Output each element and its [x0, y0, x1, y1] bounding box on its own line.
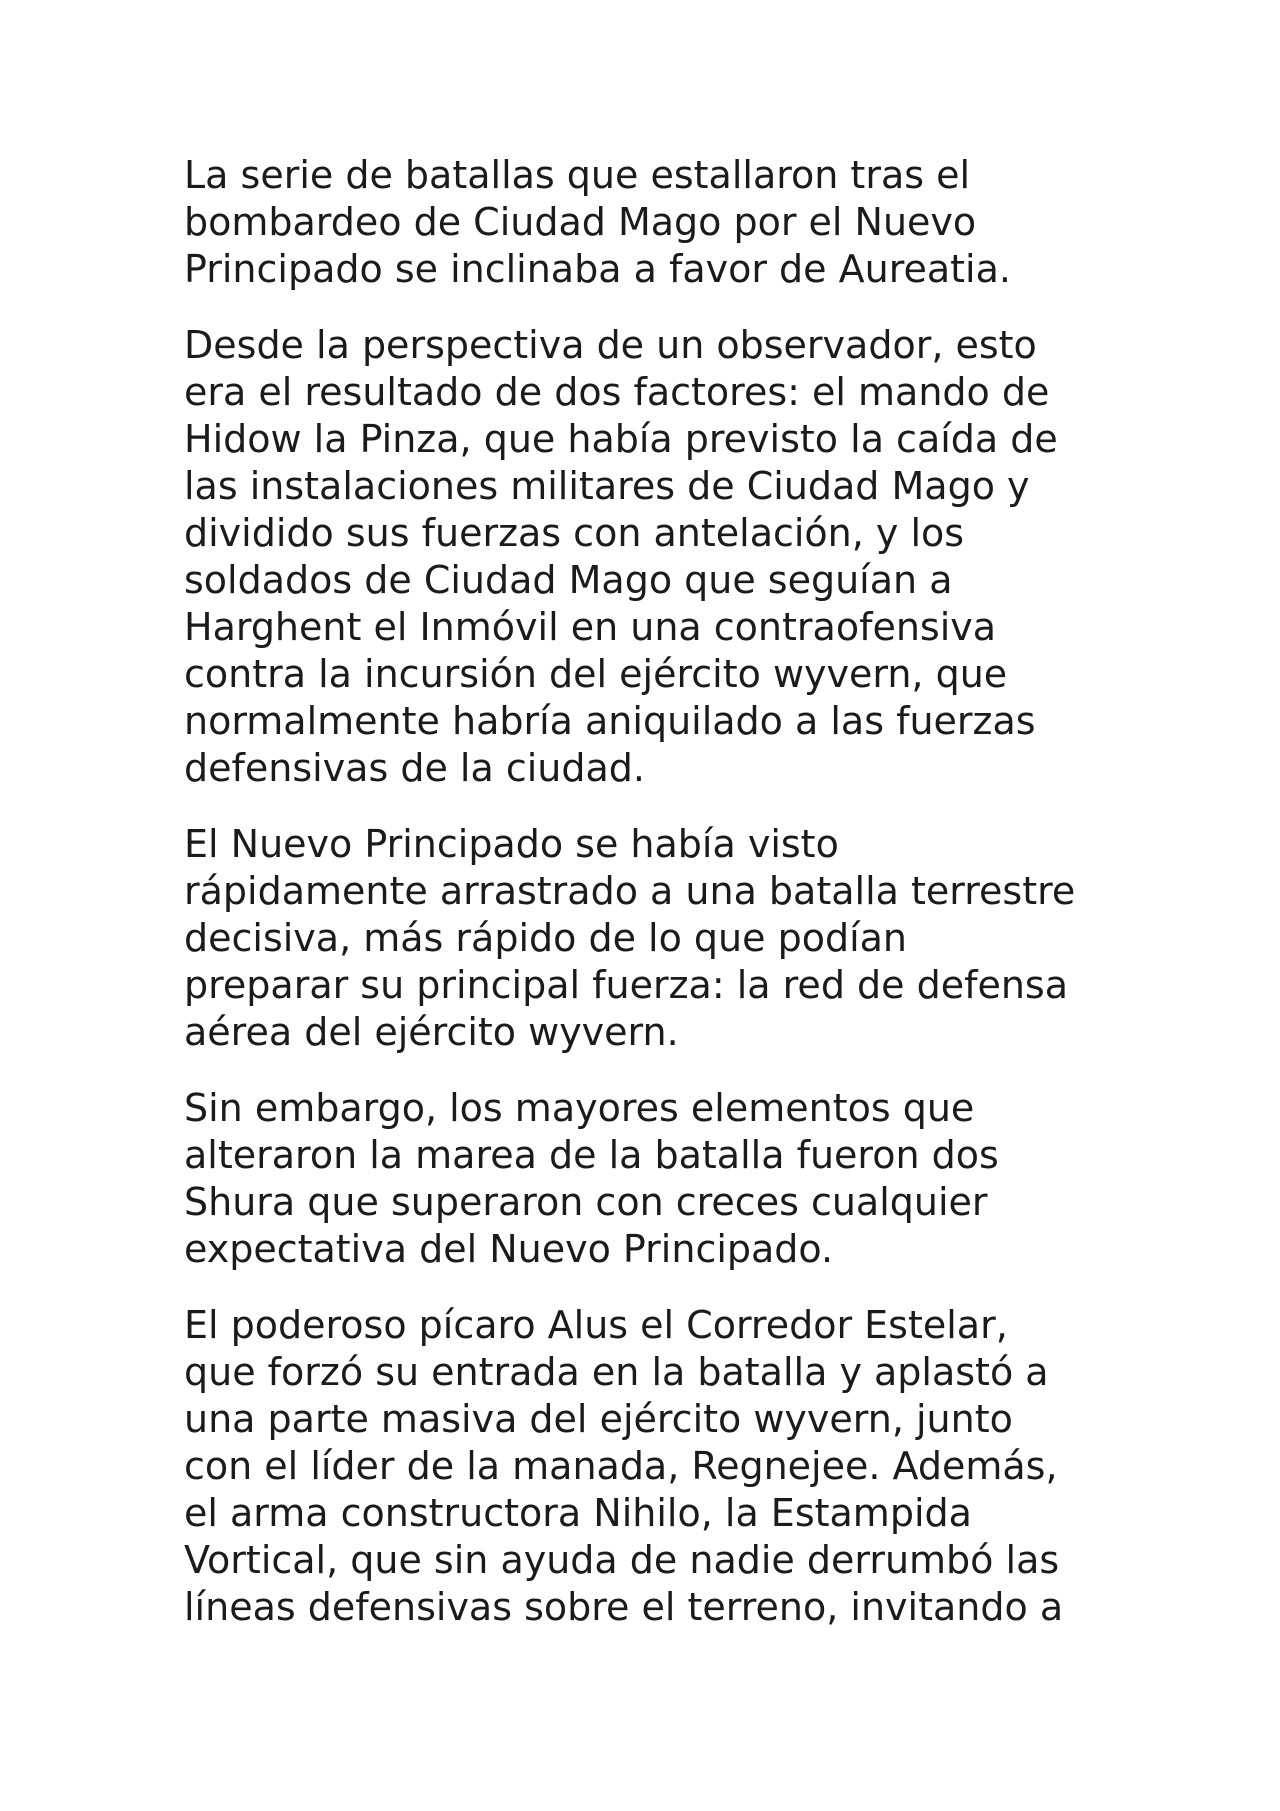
paragraph — [184, 152, 1144, 293]
text-line: normalmente habría aniquilado a las fuerzas — [184, 699, 1036, 743]
text-line: aérea del ejército wyvern. — [184, 1010, 679, 1054]
text-line: una parte masiva del ejército wyvern, junto — [184, 1397, 1013, 1441]
text-line: expectativa del Nuevo Principado. — [184, 1227, 834, 1271]
text-line: El Nuevo Principado se había visto — [184, 822, 839, 866]
text-line: defensivas de la ciudad. — [184, 746, 645, 790]
paragraph — [184, 1085, 1144, 1273]
text-line: rápidamente arrastrado a una batalla terrestre — [184, 869, 1076, 913]
text-line: Sin embargo, los mayores elementos que — [184, 1086, 975, 1130]
text-line: preparar su principal fuerza: la red de defensa — [184, 963, 1069, 1007]
text-line: La serie de batallas que estallaron tras el — [184, 153, 971, 197]
text-line: dividido sus fuerzas con antelación, y los — [184, 511, 965, 555]
text-line: Shura que superaron con creces cualquier — [184, 1180, 988, 1224]
text-line: El poderoso pícaro Alus el Corredor Estelar, — [184, 1303, 1008, 1347]
paragraph — [184, 322, 1144, 792]
text-line: bombardeo de Ciudad Mago por el Nuevo — [184, 200, 977, 244]
text-line: Harghent el Inmóvil en una contraofensiva — [184, 605, 997, 649]
paragraph — [184, 821, 1144, 1056]
text-line: líneas defensivas sobre el terreno, invitando a — [184, 1585, 1064, 1629]
text-line: alteraron la marea de la batalla fueron dos — [184, 1133, 999, 1177]
text-line: las instalaciones militares de Ciudad Mago y — [184, 464, 1030, 508]
text-line: que forzó su entrada en la batalla y aplastó a — [184, 1350, 1049, 1394]
text-line: Hidow la Pinza, que había previsto la caída de — [184, 417, 1058, 461]
text-line: contra la incursión del ejército wyvern, que — [184, 652, 1008, 696]
text-line: decisiva, más rápido de lo que podían — [184, 916, 908, 960]
text-line: Principado se inclinaba a favor de Aureatia. — [184, 247, 1011, 291]
text-line: Vortical, que sin ayuda de nadie derrumbó las — [184, 1538, 1060, 1582]
text-line: era el resultado de dos factores: el mando de — [184, 370, 1050, 414]
text-line: soldados de Ciudad Mago que seguían a — [184, 558, 953, 602]
text-line: Desde la perspectiva de un observador, esto — [184, 323, 1037, 367]
body-text — [184, 152, 1144, 1660]
text-line: el arma constructora Nihilo, la Estampida — [184, 1491, 972, 1535]
text-line: con el líder de la manada, Regnejee. Además, — [184, 1444, 1058, 1488]
paragraph — [184, 1302, 1144, 1631]
